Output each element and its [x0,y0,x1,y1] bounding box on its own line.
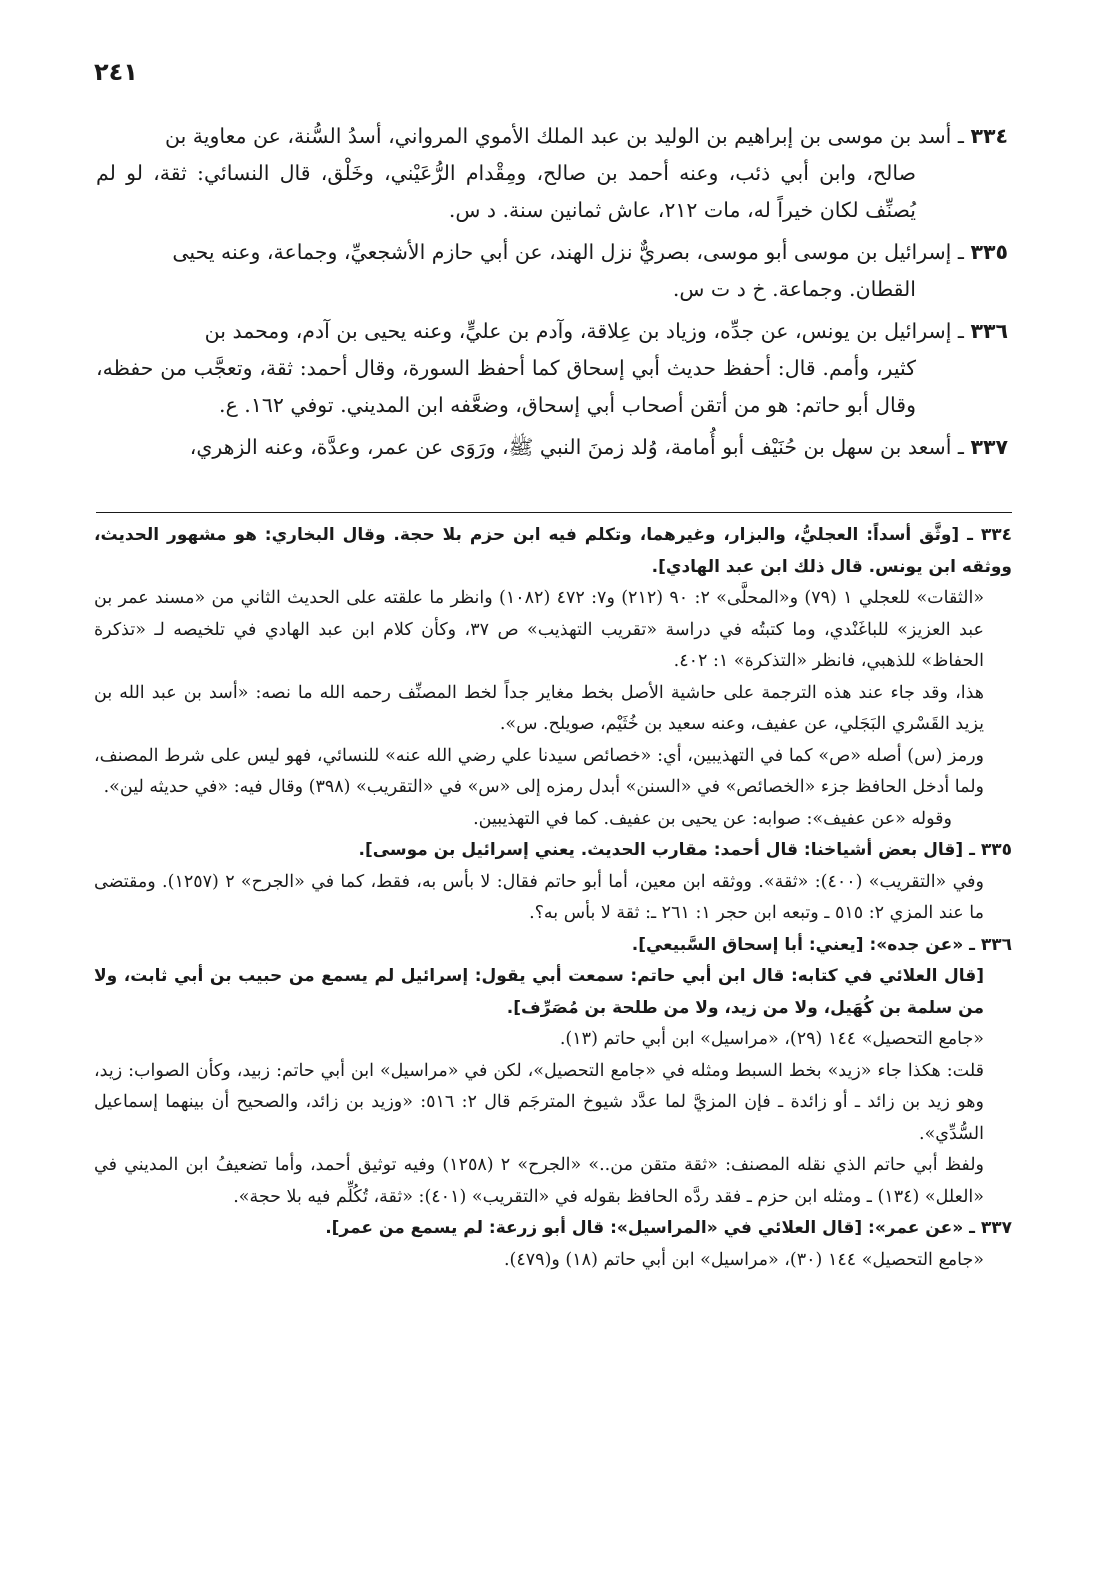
footnote-text: «عن جده»: [يعني: أبا إسحاق السَّبيعي]. [631,934,964,955]
entry-first-line: أسعد بن سهل بن حُنَيْف أبو أُمامة، وُلد زمنَ النبي ﷺ، ورَوَى عن عمر، وعدَّة، وعنه الزهري، [189,435,952,459]
footnote-paragraph [94,1245,1012,1277]
footnote-paragraph [94,804,1012,836]
entry: ٣٣٥ ـ إسرائيل بن موسى أبو موسى، بصريٌّ نزل الهند، عن أبي حازم الأشجعيِّ، وجماعة، وعنه يحيى القطان. وجماعة. خ د ت س. [96,234,1008,308]
footnote-number: ٣٣٧ [980,1218,1012,1238]
footnote-text: ولفظ أبي حاتم الذي نقله المصنف: «ثقة متقن من..» «الجرح» ٢ (١٢٥٨) وفيه توثيق أحمد، وأما تضعيفُ ابن المديني في «العلل» (١٣٤) ـ ومثله ابن حزم ـ فقد ردَّه الحافظ بقوله في «التقريب» (٤٠١): «ثقة، تُكُلِّم فيه بلا حجة». [94,1155,985,1207]
footnotes [94,520,1012,1276]
footnote-number: ٣٣٤ [980,525,1013,545]
footnote-paragraph [94,1056,1012,1151]
footnote-text: «الثقات» للعجلي ١ (٧٩) و«المحلَّى» ٢: ٩٠ (٢١٢) و٧: ٤٧٢ (١٠٨٢) وانظر ما علقته على الحديث الثاني من «مسند عمر بن عبد العزيز» للباغَنْدي، وما كتبتُه في دراسة «تقريب التهذيب» ص ٣٧، وكأن كلام ابن عبد الهادي في تلخيصه لـ «تذكرة الحفاظ» للذهبي، فانظر «التذكرة» ١: ٤٠٢. [94,588,985,671]
footnote-paragraph [94,741,1012,804]
entry-number: ٣٣٤ [970,124,1008,148]
footnote-number: ٣٣٥ [980,840,1012,860]
footnote-text: «جامع التحصيل» ١٤٤ (٢٩)، «مراسيل» ابن أبي حاتم (١٣). [559,1029,984,1049]
entry: ٣٣٧ ـ أسعد بن سهل بن حُنَيْف أبو أُمامة، وُلد زمنَ النبي ﷺ، ورَوَى عن عمر، وعدَّة، وعنه الزهري، [189,435,1008,459]
footnote-paragraph: ٣٣٥ ـ [قال بعض أشياخنا: قال أحمد: مقارب الحديث. يعني إسرائيل بن موسى]. [358,840,1012,860]
footnote-text: «عن عمر»: [قال العلائي في «المراسيل»: قال أبو زرعة: لم يسمع من عمر]. [325,1218,964,1238]
entry: ٣٣٤ ـ أسد بن موسى بن إبراهيم بن الوليد بن عبد الملك الأموي المرواني، أسدُ السُّنة، عن معاوية بن صالح، وابن أبي ذئب، وعنه أحمد بن صالح، ومِقْدام الرُّعَيْني، وخَلْق، قال النسائي: ثقة، لو لم يُصنِّف لكان خيراً له، مات ٢١٢، عاش ثمانين سنة. د س. [96,118,1008,229]
entry-continuation: صالح، وابن أبي ذئب، وعنه أحمد بن صالح، ومِقْدام الرُّعَيْني، وخَلْق، قال النسائي: ثقة، لو لم يُصنِّف لكان خيراً له، مات ٢١٢، عاش ثمانين سنة. د س. [96,161,916,222]
entry-first-line: إسرائيل بن يونس، عن جدِّه، وزياد بن عِلاقة، وآدم بن عليٍّ، وعنه يحيى بن آدم، ومحمد بن [204,319,952,343]
footnote-text: وقوله «عن عفيف»: صوابه: عن يحيى بن عفيف. كما في التهذيبين. [473,808,952,829]
footnote-paragraph [94,583,1012,678]
entry-number: ٣٣٥ [970,240,1008,264]
entry-number: ٣٣٧ [970,435,1008,459]
footnote-paragraph [94,1150,1012,1213]
footnote-paragraph: ٣٣٧ ـ «عن عمر»: [قال العلائي في «المراسيل»: قال أبو زرعة: لم يسمع من عمر]. [325,1218,1012,1238]
footnote-text: وفي «التقريب» (٤٠٠): «ثقة». ووثقه ابن معين، أما أبو حاتم فقال: لا بأس به، فقط، كما في «الجرح» ٢ (١٢٥٧). ومقتضى ما عند المزي ٢: ٥١٥ ـ وتبعه ابن حجر ١: ٢٦١ ـ: ثقة لا بأس به؟. [94,871,984,923]
entry-number: ٣٣٦ [970,319,1008,343]
footnote-text: قلت: هكذا جاء «زيد» بخط السبط ومثله في «جامع التحصيل»، لكن في «مراسيل» ابن أبي حاتم: زبيد، وكأن الصواب: زيد، وهو زيد بن زائد ـ أو زائدة ـ فإن المزيَّ لما عدَّد شيوخ المترجَم قال ٢: ٥١٦: «وزيد بن زائد، والصحيح أن بينهما إسماعيل السُّدِّي». [94,1060,984,1144]
footnote-paragraph: ٣٣٤ ـ [وثَّق أسداً: العجليُّ، والبزار، وغيرهما، وتكلم فيه ابن حزم بلا حجة. وقال البخاري: هو مشهور الحديث، ووثقه ابن يونس. قال ذلك ابن عبد الهادي]. [94,525,1013,577]
page-number: ٢٤١ [94,58,138,86]
footnote-paragraph [94,678,1012,741]
entry-first-line: أسد بن موسى بن إبراهيم بن الوليد بن عبد الملك الأموي المرواني، أسدُ السُّنة، عن معاوية بن [164,124,952,148]
entry: ٣٣٦ ـ إسرائيل بن يونس، عن جدِّه، وزياد بن عِلاقة، وآدم بن عليٍّ، وعنه يحيى بن آدم، ومحمد بن كثير، وأمم. قال: أحفظ حديث أبي إسحاق كما أحفظ السورة، وقال أحمد: ثقة، وتعجَّب من حفظه، وقال أبو حاتم: هو من أتقن أصحاب أبي إسحاق، وضعَّفه ابن المديني. توفي ١٦٢. ع. [96,313,1008,424]
footnote-paragraph [94,867,1012,930]
footnote-text: [قال العلائي في كتابه: قال ابن أبي حاتم: سمعت أبي يقول: إسرائيل لم يسمع من حبيب بن أبي ثابت، ولا من سلمة بن كُهَيل، ولا من زيد، ولا من طلحة بن مُصَرِّف]. [94,966,984,1018]
entry-first-line: إسرائيل بن موسى أبو موسى، بصريٌّ نزل الهند، عن أبي حازم الأشجعيِّ، وجماعة، وعنه يحيى [172,240,952,264]
footnote-text: «جامع التحصيل» ١٤٤ (٣٠)، «مراسيل» ابن أبي حاتم (١٨) و(٤٧٩). [503,1249,984,1270]
footnote-text: [قال بعض أشياخنا: قال أحمد: مقارب الحديث. يعني إسرائيل بن موسى]. [358,840,964,860]
footnote-paragraph [94,961,1012,1024]
main-text [96,118,1008,471]
footnote-text: [وثَّق أسداً: العجليُّ، والبزار، وغيرهما، وتكلم فيه ابن حزم بلا حجة. وقال البخاري: هو مشهور الحديث، ووثقه ابن يونس. قال ذلك ابن عبد الهادي]. [94,525,1012,577]
footnote-number: ٣٣٦ [980,934,1012,955]
footnote-text: هذا، وقد جاء عند هذه الترجمة على حاشية الأصل بخط مغاير جداً لخط المصنِّف رحمه الله ما نصه: «أسد بن عبد الله بن يزيد القَسْري البَجَلي، عن عفيف، وعنه سعيد بن خُثَيْم، صويلح. س». [94,682,984,734]
footnote-text: ورمز (س) أصله «ص» كما في التهذيبين، أي: «خصائص سيدنا علي رضي الله عنه» للنسائي، فهو ليس على شرط المصنف، ولما أدخل الحافظ جزء «الخصائص» في «السنن» أبدل رمزه إلى «س» في «التقريب» (٣٩٨) وقال فيه: «في حديثه لين». [94,745,984,797]
footnote-paragraph [94,1024,1012,1056]
entry-continuation: كثير، وأمم. قال: أحفظ حديث أبي إسحاق كما أحفظ السورة، وقال أحمد: ثقة، وتعجَّب من حفظه، وقال أبو حاتم: هو من أتقن أصحاب أبي إسحاق، وضعَّفه ابن المديني. توفي ١٦٢. ع. [96,356,916,417]
footnote-paragraph: ٣٣٦ ـ «عن جده»: [يعني: أبا إسحاق السَّبيعي]. [631,934,1012,955]
footnote-divider [96,512,1012,513]
entry-continuation: القطان. وجماعة. خ د ت س. [672,277,916,301]
